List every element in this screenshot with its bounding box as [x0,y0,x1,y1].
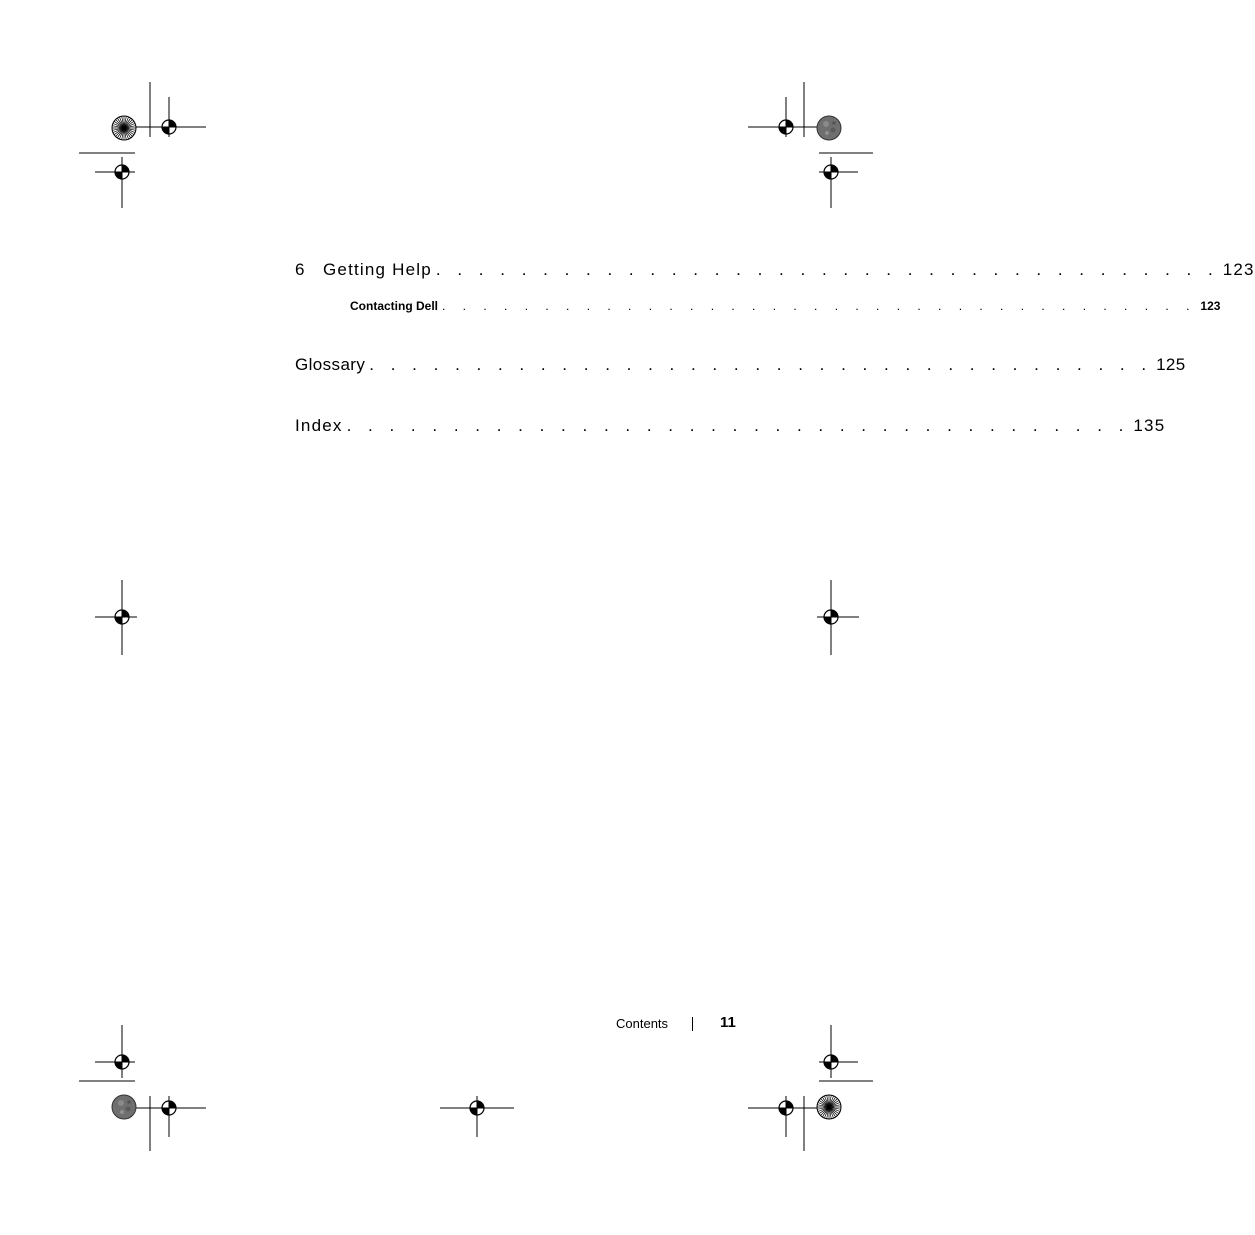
chapter-number: 6 [295,260,306,279]
footer-section-label: Contents [616,1016,669,1031]
crop-mark-top-right [748,82,873,208]
chapter-title: Getting Help [323,260,432,279]
dot-leader: . . . . . . . . . . . . . . . . . . . . . . . . . . . . . . . . . . . . . [369,355,1153,374]
entry-title: Index [295,416,343,435]
page-number: 123 [1222,260,1255,279]
crop-mark-middle-right [817,580,859,655]
toc-entry-getting-help[interactable] [295,260,1255,280]
dot-leader: . . . . . . . . . . . . . . . . . . . . . . . . . . . . . . . . . . . . . [442,299,1197,313]
dot-leader: . . . . . . . . . . . . . . . . . . . . . . . . . . . . . . . . . . . . . [435,260,1219,279]
page-number: 123 [1200,299,1221,313]
page-number: 125 [1156,355,1186,374]
crop-mark-bottom-left [79,1025,206,1151]
footer-page-number: 11 [720,1014,736,1031]
crop-mark-bottom-right [748,1025,873,1151]
crop-mark-top-left [79,82,206,208]
section-title: Contacting Dell [350,299,439,313]
entry-title: Glossary [295,355,366,374]
footer-divider [692,1017,693,1031]
toc-entry-contacting-dell[interactable] [350,299,1221,313]
page-number: 135 [1133,416,1166,435]
crop-mark-bottom-center [440,1096,514,1137]
dot-leader: . . . . . . . . . . . . . . . . . . . . . . . . . . . . . . . . . . . . . [346,416,1130,435]
toc-entry-index[interactable] [295,416,1166,436]
toc-entry-glossary[interactable] [295,355,1186,375]
crop-mark-middle-left [95,580,137,655]
